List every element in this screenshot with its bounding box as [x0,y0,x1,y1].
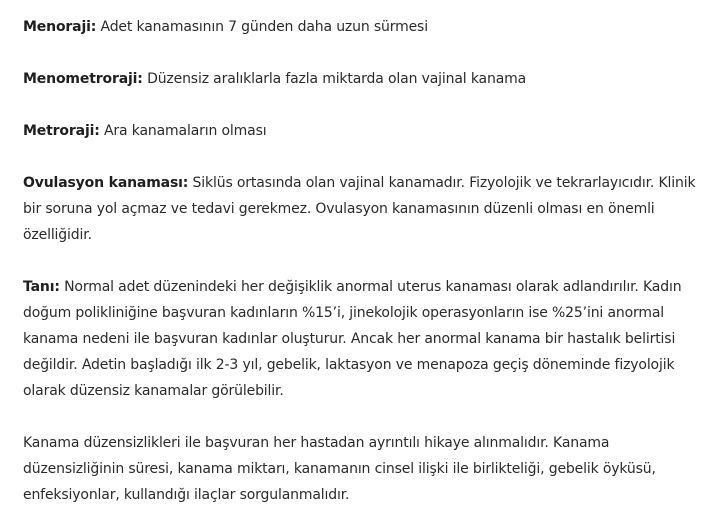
definition-metroraji [23,118,709,144]
term-label: Tanı: [23,279,60,295]
definition-text: Siklüs ortasında olan vajinal kanamadır. Fizyolojik ve tekrarlayıcıdır. Klinik bir soruna yol açmaz ve tedavi gerekmez. Ovulasyon kanamasının düzenli olması en önemli özelliğidir. [23,175,696,243]
definition-text: Düzensiz aralıklarla fazla miktarda olan vajinal kanama [142,71,527,87]
term-label: Ovulasyon kanaması: [23,175,189,191]
definition-tani [23,274,709,404]
definition-text: Normal adet düzenindeki her değişiklik anormal uterus kanaması olarak adlandırılır. Kadın doğum polikliniğine başvuran kadınların %15’i, jinekolojik operasyonların ise %25’ini anormal kanama nedeni ile başvuran kadınlar oluşturur. Ancak her anormal kanama bir hastalık belirtisi değildir. Adetin başladığı ilk 2-3 yıl, gebelik, laktasyon ve menapoza geçiş döneminde fizyolojik olarak düzensiz kanamalar görülebilir. [23,279,682,399]
term-label: Menoraji: [23,19,97,35]
definition-text: Adet kanamasının 7 günden daha uzun sürmesi [96,19,428,35]
definition-ovulasyon-kanamasi [23,170,709,248]
definition-menometroraji [23,66,709,92]
term-label: Metroraji: [23,123,100,139]
definition-menoraji [23,14,709,40]
closing-paragraph: Kanama düzensizlikleri ile başvuran her hastadan ayrıntılı hikaye alınmalıdır. Kanama düzensizliğinin süresi, kanama miktarı, kanamanın cinsel ilişki ile birlikteliği, gebelik öyküsü, enfeksiyonlar, kullandığı ilaçlar sorgulanmalıdır. [23,435,656,503]
article-content [23,14,709,508]
term-label: Menometroraji: [23,71,143,87]
definition-text: Ara kanamaların olması [99,123,267,139]
